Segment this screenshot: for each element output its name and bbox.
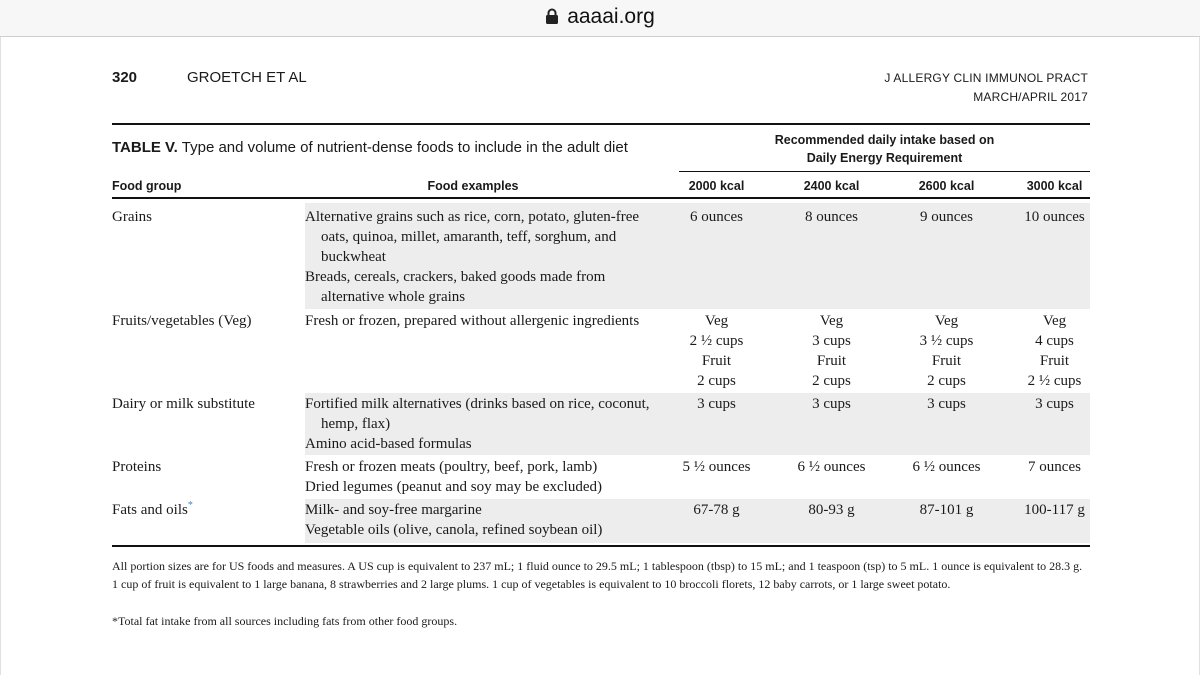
- dairy-2600: 3 cups: [927, 396, 966, 412]
- grains-2600: 9 ounces: [920, 209, 973, 225]
- header-bottom-rule: [112, 197, 1090, 199]
- veg-label: Veg: [704, 313, 729, 329]
- example-item: Fresh or frozen, prepared without allergenic ingredients: [305, 313, 640, 329]
- top-rule: [112, 123, 1090, 125]
- footnote-marker[interactable]: *: [187, 500, 193, 511]
- fruit-value: 2 cups: [812, 373, 851, 389]
- journal-name: J ALLERGY CLIN IMMUNOL PRACT: [884, 71, 1088, 85]
- grains-2000: 6 ounces: [690, 209, 743, 225]
- row-fruitveg-group: Fruits/vegetables (Veg): [112, 313, 252, 329]
- row-fats-group-label: Fats and oils: [112, 502, 188, 518]
- fruit-label: Fruit: [931, 353, 962, 369]
- row-dairy-examples: [305, 394, 655, 454]
- veg-value: 2 ½ cups: [689, 333, 744, 349]
- fruit-value: 2 ½ cups: [1027, 373, 1082, 389]
- fats-2000: 67-78 g: [693, 502, 740, 518]
- veg-label: Veg: [1042, 313, 1067, 329]
- document-page: [0, 37, 1200, 675]
- table-footnote-main: All portion sizes are for US foods and measures. A US cup is equivalent to 237 mL; 1 fluid ounce to 29.5 mL; 1 tablespoon (tbsp) to 15 mL; and 1 teaspoon (tsp) to 5 mL. 1 ounce is equivalent to 28.3 g. 1 cup of fruit is equivalent to 1 large banana, 8 strawberries and 2 large plums. 1 cup of vegetables is equivalent to 10 broccoli florets, 12 baby carrots, or 1 large sweet potato.: [112, 559, 1083, 591]
- dairy-3000: 3 cups: [1035, 396, 1074, 412]
- group-header-line2: Daily Energy Requirement: [806, 151, 963, 165]
- proteins-2600: 6 ½ ounces: [912, 459, 981, 475]
- fats-2400: 80-93 g: [808, 502, 855, 518]
- row-fats-examples: [305, 500, 655, 540]
- veg-label: Veg: [934, 313, 959, 329]
- example-item: Milk- and soy-free margarine: [305, 502, 482, 518]
- table-caption: Type and volume of nutrient-dense foods to include in the adult diet: [181, 139, 628, 156]
- row-proteins-examples: [305, 457, 655, 497]
- table-bottom-rule: [112, 545, 1090, 547]
- fruit-value: 2 cups: [697, 373, 736, 389]
- row-grains-examples: [305, 207, 655, 307]
- grains-2400: 8 ounces: [805, 209, 858, 225]
- proteins-3000: 7 ounces: [1028, 459, 1081, 475]
- grains-3000: 10 ounces: [1024, 209, 1085, 225]
- row-fats-group: [112, 500, 193, 520]
- col-header-2000-kcal: 2000 kcal: [688, 179, 745, 193]
- example-item: Breads, cereals, crackers, baked goods made from alternative whole grains: [305, 269, 606, 305]
- fats-2600: 87-101 g: [919, 502, 974, 518]
- table-title: [112, 139, 628, 156]
- fruit-label: Fruit: [816, 353, 847, 369]
- veg-label: Veg: [819, 313, 844, 329]
- fruit-label: Fruit: [701, 353, 732, 369]
- example-item: Alternative grains such as rice, corn, potato, gluten-free oats, quinoa, millet, amaranth, teff, sorghum, and buckwheat: [305, 209, 640, 265]
- row-dairy-group: Dairy or milk substitute: [112, 396, 255, 412]
- running-authors: GROETCH ET AL: [187, 69, 307, 86]
- issue-date: MARCH/APRIL 2017: [973, 90, 1088, 104]
- proteins-2000: 5 ½ ounces: [682, 459, 751, 475]
- proteins-2400: 6 ½ ounces: [797, 459, 866, 475]
- veg-value: 4 cups: [1035, 333, 1074, 349]
- fruitveg-2000: [659, 311, 774, 391]
- page-number: 320: [112, 69, 138, 86]
- col-header-food-examples: Food examples: [427, 179, 519, 193]
- table-label: TABLE V.: [112, 139, 178, 156]
- fruit-label: Fruit: [1039, 353, 1070, 369]
- col-header-3000-kcal: 3000 kcal: [1026, 179, 1083, 193]
- col-header-2600-kcal: 2600 kcal: [918, 179, 975, 193]
- fats-3000: 100-117 g: [1024, 502, 1085, 518]
- address-display[interactable]: [0, 5, 1200, 29]
- example-item: Vegetable oils (olive, canola, refined soybean oil): [305, 522, 603, 538]
- fruit-value: 2 cups: [927, 373, 966, 389]
- row-fruitveg-examples: [305, 311, 655, 331]
- lock-icon: [545, 8, 559, 25]
- dairy-2000: 3 cups: [697, 396, 736, 412]
- table-footnote-star: *Total fat intake from all sources including fats from other food groups.: [112, 614, 458, 628]
- fruitveg-2400: [774, 311, 889, 391]
- col-header-2400-kcal: 2400 kcal: [803, 179, 860, 193]
- veg-value: 3 cups: [812, 333, 851, 349]
- fruitveg-2600: [889, 311, 1004, 391]
- veg-value: 3 ½ cups: [919, 333, 974, 349]
- row-proteins-group: Proteins: [112, 459, 162, 475]
- example-item: Dried legumes (peanut and soy may be excluded): [305, 479, 602, 495]
- url-text: aaaai.org: [567, 5, 655, 28]
- dairy-2400: 3 cups: [812, 396, 851, 412]
- example-item: Fortified milk alternatives (drinks based on rice, coconut, hemp, flax): [305, 396, 650, 432]
- example-item: Amino acid-based formulas: [305, 436, 472, 452]
- row-grains-group: Grains: [112, 209, 152, 225]
- fruitveg-3000: [997, 311, 1112, 391]
- group-header-line1: Recommended daily intake based on: [774, 133, 995, 147]
- group-header-rule: [679, 171, 1090, 172]
- browser-url-bar[interactable]: [0, 0, 1200, 37]
- col-header-food-group: Food group: [112, 179, 182, 193]
- example-item: Fresh or frozen meats (poultry, beef, pork, lamb): [305, 459, 598, 475]
